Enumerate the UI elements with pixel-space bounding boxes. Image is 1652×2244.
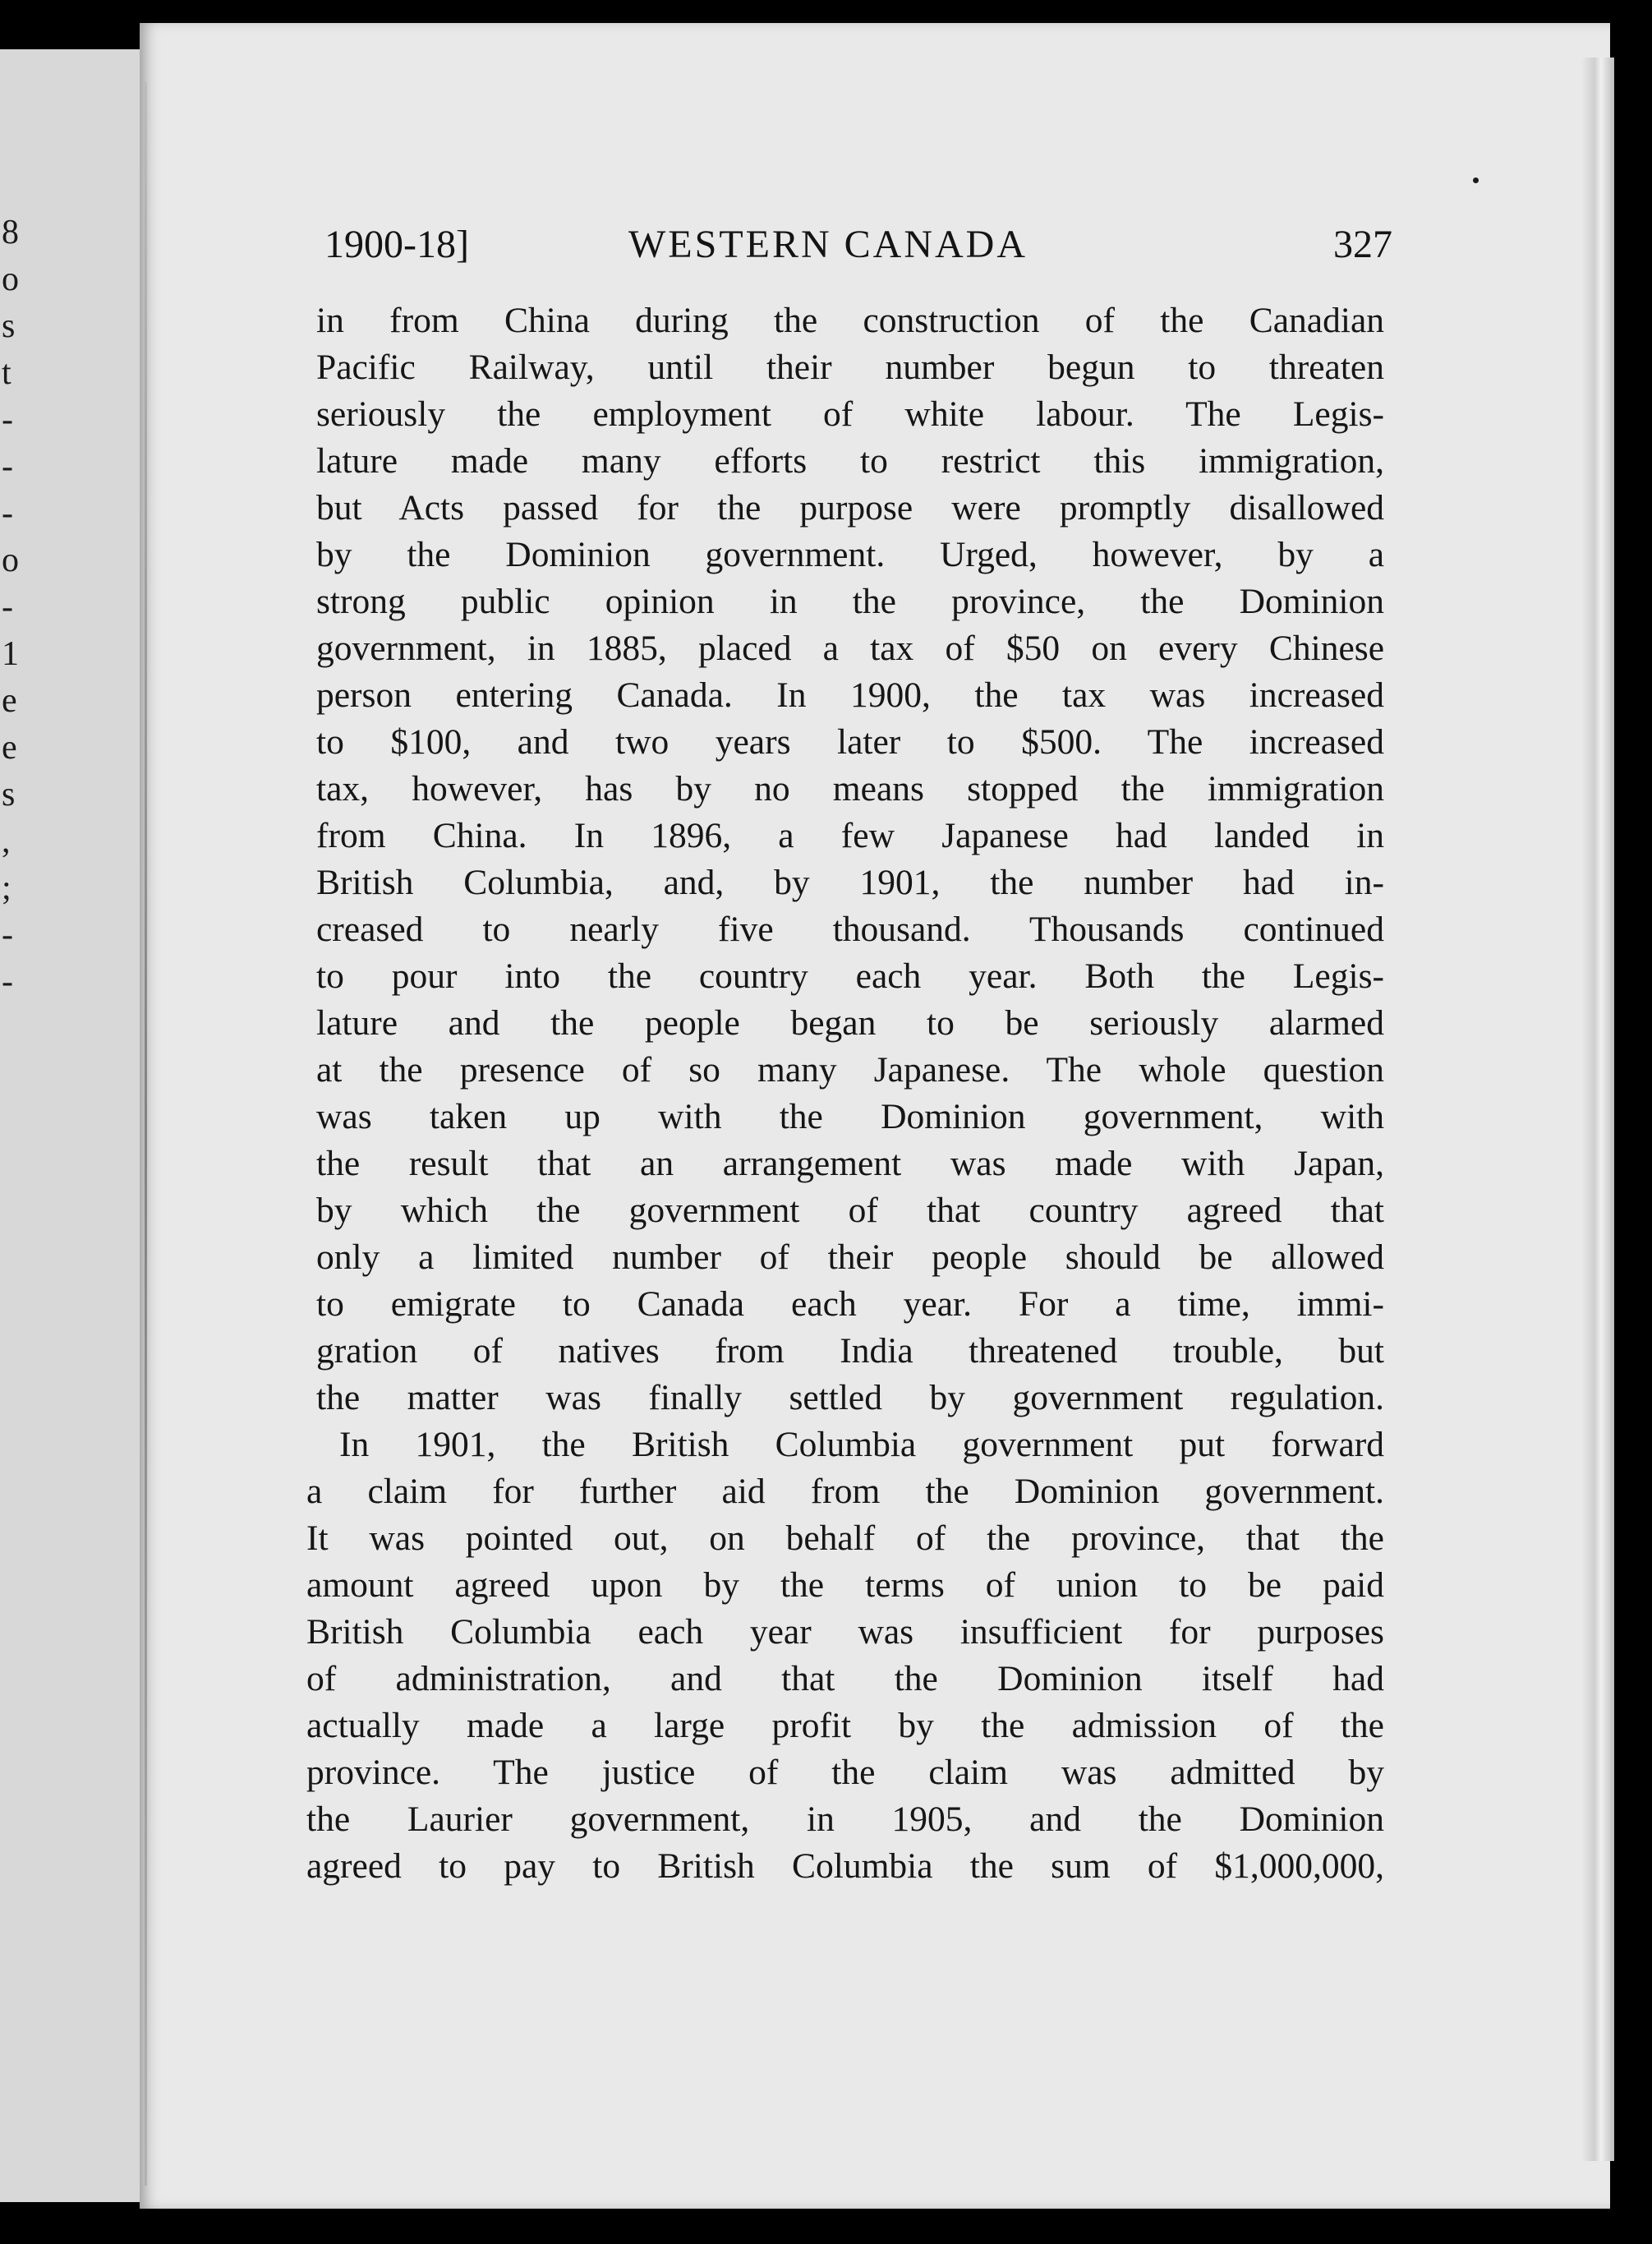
text-line: actually made a large profit by the admission of the bbox=[306, 1706, 1384, 1745]
margin-fragment: - bbox=[2, 448, 13, 486]
text-line: a claim for further aid from the Dominion government. bbox=[306, 1472, 1384, 1511]
text-line: lature and the people began to be seriously alarmed bbox=[316, 1003, 1384, 1043]
margin-fragment: ; bbox=[2, 869, 12, 907]
text-line: British Columbia, and, by 1901, the number had in- bbox=[316, 863, 1384, 902]
margin-fragment: - bbox=[2, 495, 13, 532]
text-line: British Columbia each year was insufficient for purposes bbox=[306, 1612, 1384, 1652]
margin-fragment: 8 bbox=[2, 214, 19, 251]
text-line: In 1901, the British Columbia government put forward bbox=[339, 1425, 1384, 1464]
page-number: 327 bbox=[1333, 223, 1392, 266]
text-line: of administration, and that the Dominion itself had bbox=[306, 1659, 1384, 1698]
text-line: by which the government of that country agreed that bbox=[316, 1191, 1384, 1230]
margin-fragment: e bbox=[2, 682, 17, 720]
paragraph bbox=[306, 1422, 1384, 1890]
body-text bbox=[306, 297, 1384, 1890]
running-header bbox=[324, 222, 1392, 279]
margin-fragment: - bbox=[2, 588, 13, 626]
text-line: to pour into the country each year. Both the Legis- bbox=[316, 956, 1384, 996]
margin-fragment: o bbox=[2, 541, 19, 579]
margin-fragment: - bbox=[2, 401, 13, 439]
text-line: government, in 1885, placed a tax of $50 on every Chinese bbox=[316, 629, 1384, 668]
previous-page-margin-fragments bbox=[2, 210, 26, 1006]
margin-fragment: - bbox=[2, 963, 13, 1001]
margin-fragment: - bbox=[2, 916, 13, 954]
margin-fragment: e bbox=[2, 729, 17, 767]
page-edge bbox=[1581, 58, 1614, 2161]
text-line: lature made many efforts to restrict this immigration, bbox=[316, 441, 1384, 481]
text-line: tax, however, has by no means stopped the immigration bbox=[316, 769, 1384, 809]
margin-fragment: 1 bbox=[2, 635, 19, 673]
margin-fragment: s bbox=[2, 307, 16, 345]
text-line: to $100, and two years later to $500. The increased bbox=[316, 722, 1384, 762]
text-line: seriously the employment of white labour. The Legis- bbox=[316, 394, 1384, 434]
text-line: the Laurier government, in 1905, and the Dominion bbox=[306, 1799, 1384, 1839]
text-line: gration of natives from India threatened trouble, but bbox=[316, 1331, 1384, 1371]
text-line: by the Dominion government. Urged, however, by a bbox=[316, 535, 1384, 574]
text-line: strong public opinion in the province, the Dominion bbox=[316, 582, 1384, 621]
text-line: Pacific Railway, until their number begun to threaten bbox=[316, 348, 1384, 387]
text-line: in from China during the construction of the Canadian bbox=[316, 301, 1384, 340]
margin-fragment: o bbox=[2, 260, 19, 298]
text-line: was taken up with the Dominion government, with bbox=[316, 1097, 1384, 1136]
text-line: province. The justice of the claim was admitted by bbox=[306, 1753, 1384, 1792]
text-line: at the presence of so many Japanese. The whole question bbox=[316, 1050, 1384, 1090]
paragraph bbox=[316, 297, 1384, 1422]
binding-shadow bbox=[145, 82, 147, 2186]
text-line: the matter was finally settled by government regulation. bbox=[316, 1378, 1384, 1417]
text-line: the result that an arrangement was made with Japan, bbox=[316, 1144, 1384, 1183]
text-line: person entering Canada. In 1900, the tax was increased bbox=[316, 675, 1384, 715]
text-line: It was pointed out, on behalf of the province, that the bbox=[306, 1518, 1384, 1558]
margin-fragment: s bbox=[2, 776, 16, 813]
text-line: but Acts passed for the purpose were promptly disallowed bbox=[316, 488, 1384, 528]
text-line: creased to nearly five thousand. Thousands continued bbox=[316, 910, 1384, 949]
text-line: only a limited number of their people should be allowed bbox=[316, 1237, 1384, 1277]
running-head-date-range: 1900-18] bbox=[324, 223, 469, 266]
margin-fragment: t bbox=[2, 354, 12, 392]
text-line: agreed to pay to British Columbia the sum of $1,000,000, bbox=[306, 1846, 1384, 1886]
running-title: WESTERN CANADA bbox=[628, 223, 1028, 266]
text-line: to emigrate to Canada each year. For a time, immi- bbox=[316, 1284, 1384, 1324]
ink-speck bbox=[1473, 177, 1479, 183]
text-line: amount agreed upon by the terms of union to be paid bbox=[306, 1565, 1384, 1605]
text-line: from China. In 1896, a few Japanese had landed in bbox=[316, 816, 1384, 855]
margin-fragment: , bbox=[2, 822, 11, 860]
